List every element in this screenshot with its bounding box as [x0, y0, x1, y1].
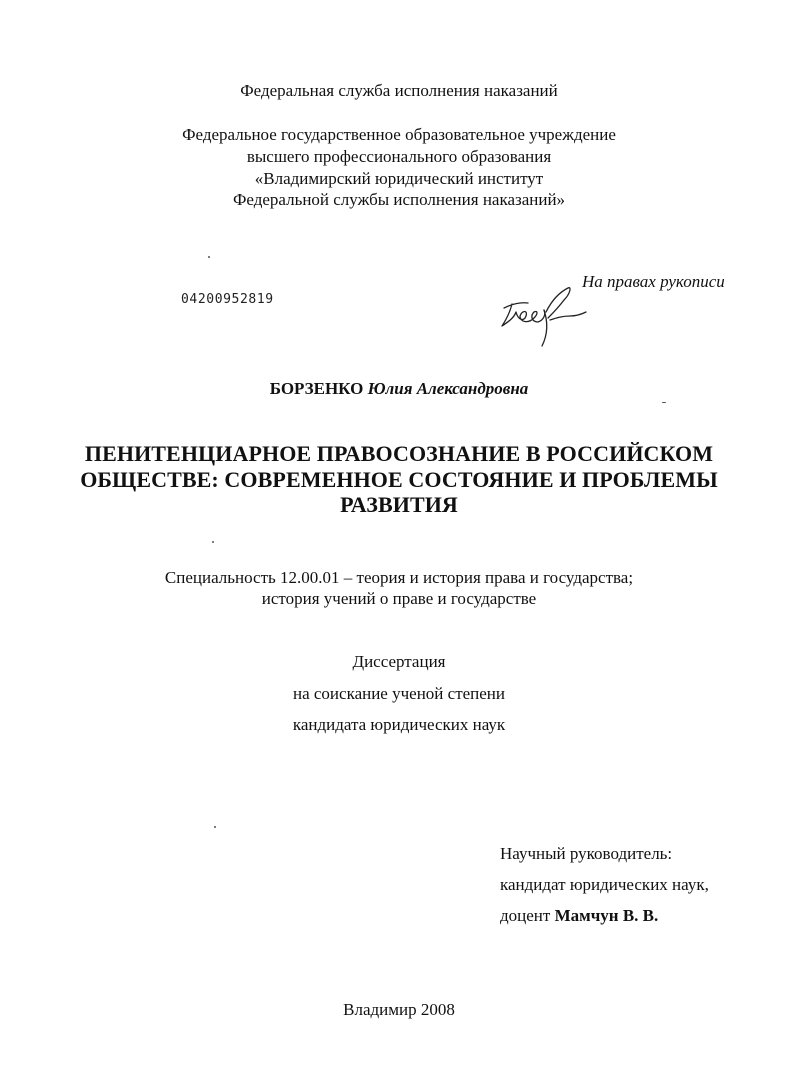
scan-speck — [208, 256, 210, 258]
supervisor-name: Мамчун В. В. — [554, 906, 659, 925]
specialty-line-1: Специальность 12.00.01 – теория и история права и государства; — [164, 568, 634, 587]
institution-line-2: высшего профессионального образования — [246, 147, 552, 166]
supervisor-label: Научный руководитель: — [500, 844, 673, 863]
title-line-3: РАЗВИТИЯ — [340, 492, 458, 517]
institution-line-3: «Владимирский юридический институт — [254, 169, 544, 188]
manuscript-note: На правах рукописи — [582, 272, 725, 291]
degree-line-1: Диссертация — [352, 652, 446, 671]
specialty-line-2: история учений о праве и государстве — [261, 589, 537, 608]
document-number: 04200952819 — [181, 292, 274, 307]
agency-name: Федеральная служба исполнения наказаний — [240, 81, 558, 100]
author-given-names: Юлия Александровна — [367, 379, 529, 398]
author-name — [0, 378, 798, 400]
scan-speck — [662, 402, 666, 403]
signature-image — [498, 282, 588, 348]
title-line-1: ПЕНИТЕНЦИАРНОЕ ПРАВОСОЗНАНИЕ В РОССИЙСКОМ — [84, 441, 714, 466]
degree-line-2: на соискание ученой степени — [292, 684, 506, 703]
scan-speck — [214, 826, 216, 828]
author-surname: БОРЗЕНКО — [269, 379, 364, 398]
institution-line-4: Федеральной службы исполнения наказаний» — [232, 190, 566, 209]
supervisor-rank: доцент — [500, 906, 551, 925]
city-year: Владимир 2008 — [343, 1000, 455, 1019]
scan-speck — [212, 541, 214, 543]
institution-line-1: Федеральное государственное образовательное учреждение — [182, 125, 616, 144]
title-line-2: ОБЩЕСТВЕ: СОВРЕМЕННОЕ СОСТОЯНИЕ И ПРОБЛЕМЫ — [80, 467, 718, 492]
supervisor-rank-name — [500, 905, 658, 927]
degree-line-3: кандидата юридических наук — [292, 715, 506, 734]
supervisor-degree: кандидат юридических наук, — [500, 875, 709, 894]
